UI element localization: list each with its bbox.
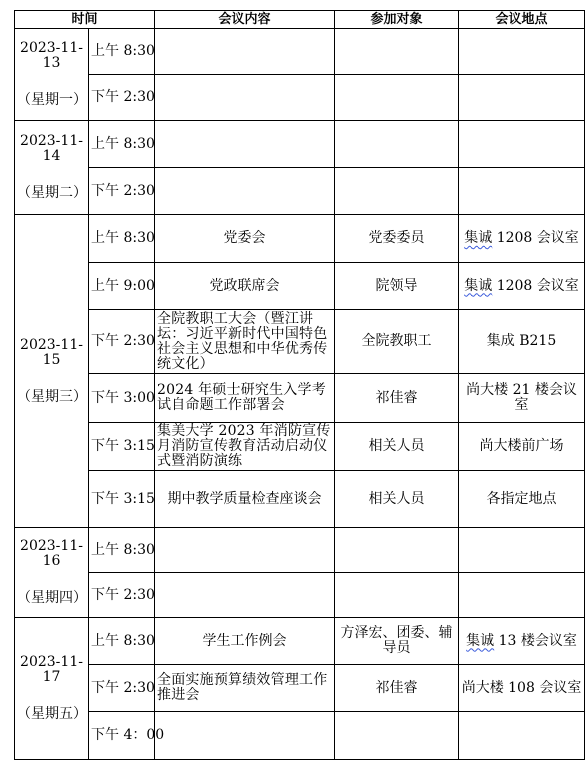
location-cell [459, 573, 585, 618]
header-content: 会议内容 [155, 11, 335, 29]
time-cell: 下午 2:30 [89, 168, 155, 215]
header-attendees: 参加对象 [335, 11, 459, 29]
table-row [15, 374, 585, 423]
date-text: 2023-11-14 [20, 133, 83, 164]
header-location: 会议地点 [459, 11, 585, 29]
weekday-text: （星期一） [17, 92, 87, 108]
attendees-cell [335, 75, 459, 121]
time-cell: 下午 2:30 [89, 310, 155, 374]
location-cell [459, 528, 585, 573]
content-cell [155, 573, 335, 618]
location-cell: 集成 B215 [459, 310, 585, 374]
time-cell: 上午 8:30 [89, 29, 155, 75]
location-cell: 尚大楼 21 楼会议室 [459, 374, 585, 423]
time-cell: 下午 3:15 [89, 423, 155, 471]
date-text: 2023-11-13 [20, 40, 83, 71]
date-cell [15, 215, 89, 528]
table-row [15, 215, 585, 263]
weekday-text: （星期二） [17, 185, 87, 201]
table-row [15, 310, 585, 374]
content-cell [155, 712, 335, 760]
table-row [15, 712, 585, 760]
content-cell: 2024 年硕士研究生入学考试自命题工作部署会 [155, 374, 335, 423]
attendees-cell [335, 29, 459, 75]
content-cell [155, 528, 335, 573]
location-cell [459, 712, 585, 760]
location-text: 1208 会议室 [492, 277, 579, 294]
location-underlined-text: 集诚 [466, 632, 495, 649]
location-underlined-text: 集诚 [464, 277, 493, 294]
content-cell [155, 29, 335, 75]
content-cell [155, 168, 335, 215]
weekday-text: （星期五） [17, 706, 87, 722]
attendees-cell [335, 168, 459, 215]
location-underlined-text: 集诚 [464, 230, 493, 246]
attendees-cell [335, 121, 459, 168]
content-cell [155, 121, 335, 168]
weekday-text: （星期四） [17, 590, 87, 606]
table-row [15, 168, 585, 215]
location-cell [459, 263, 585, 310]
attendees-cell: 祁佳睿 [335, 665, 459, 712]
table-row [15, 665, 585, 712]
weekday-text: （星期三） [17, 388, 87, 405]
content-cell: 集美大学 2023 年消防宣传月消防宣传教育活动启动仪式暨消防演练 [155, 423, 335, 471]
table-row [15, 528, 585, 573]
table-row [15, 29, 585, 75]
location-cell [459, 121, 585, 168]
time-cell: 下午 2:30 [89, 665, 155, 712]
table-row [15, 75, 585, 121]
date-text: 2023-11-17 [20, 654, 83, 685]
content-cell: 期中教学质量检查座谈会 [155, 471, 335, 528]
table-row [15, 263, 585, 310]
attendees-cell: 方泽宏、团委、辅导员 [335, 618, 459, 665]
location-cell [459, 618, 585, 665]
table-row [15, 471, 585, 528]
time-cell: 下午 3:00 [89, 374, 155, 423]
date-cell [15, 618, 89, 760]
location-cell [459, 168, 585, 215]
location-cell: 尚大楼 108 会议室 [459, 665, 585, 712]
table-row [15, 121, 585, 168]
time-cell: 上午 9:00 [89, 263, 155, 310]
time-cell: 上午 8:30 [89, 121, 155, 168]
date-cell [15, 29, 89, 121]
location-cell [459, 215, 585, 263]
attendees-cell [335, 573, 459, 618]
location-cell [459, 29, 585, 75]
attendees-cell: 相关人员 [335, 423, 459, 471]
content-cell: 全面实施预算绩效管理工作推进会 [155, 665, 335, 712]
header-row [15, 11, 585, 29]
date-cell [15, 528, 89, 618]
attendees-cell: 祁佳睿 [335, 374, 459, 423]
location-cell: 尚大楼前广场 [459, 423, 585, 471]
date-text: 2023-11-16 [20, 538, 83, 569]
attendees-cell: 相关人员 [335, 471, 459, 528]
location-text: 13 楼会议室 [494, 632, 577, 649]
attendees-cell [335, 528, 459, 573]
attendees-cell [335, 712, 459, 760]
content-cell: 学生工作例会 [155, 618, 335, 665]
header-time: 时间 [15, 11, 155, 29]
time-cell: 上午 8:30 [89, 618, 155, 665]
date-cell [15, 121, 89, 215]
time-cell: 下午 3:15 [89, 471, 155, 528]
date-text: 2023-11-15 [20, 336, 83, 368]
content-cell [155, 75, 335, 121]
time-cell: 下午 2:30 [89, 573, 155, 618]
time-cell: 下午 2:30 [89, 75, 155, 121]
attendees-cell: 党委委员 [335, 215, 459, 263]
time-cell: 上午 8:30 [89, 215, 155, 263]
content-cell: 党委会 [155, 215, 335, 263]
table-row [15, 618, 585, 665]
table-row [15, 423, 585, 471]
location-cell: 各指定地点 [459, 471, 585, 528]
time-cell: 下午 4：00 [89, 712, 155, 760]
location-text: 1208 会议室 [492, 230, 579, 246]
table-row [15, 573, 585, 618]
content-cell: 党政联席会 [155, 263, 335, 310]
location-cell [459, 75, 585, 121]
meeting-schedule-table [14, 10, 585, 760]
content-cell: 全院教职工大会（暨江讲坛：习近平新时代中国特色社会主义思想和中华优秀传统文化） [155, 310, 335, 374]
attendees-cell: 全院教职工 [335, 310, 459, 374]
attendees-cell: 院领导 [335, 263, 459, 310]
time-cell: 上午 8:30 [89, 528, 155, 573]
